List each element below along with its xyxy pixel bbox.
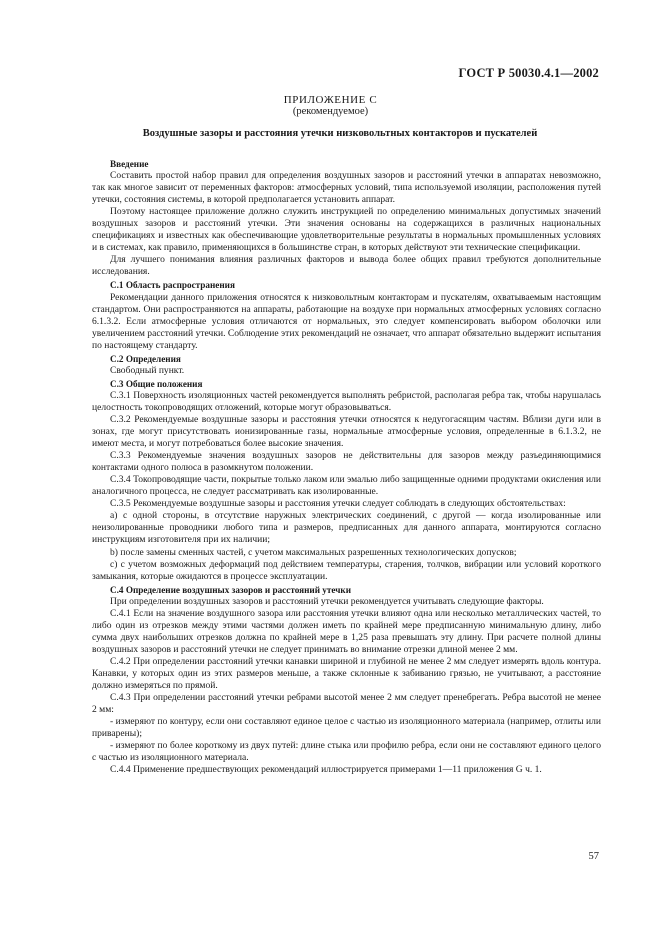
section-heading: С.2 Определения (110, 353, 181, 364)
standard-number: ГОСТ Р 50030.4.1—2002 (458, 66, 599, 80)
paragraph: С.4.3 При определении расстояний утечки ребрами высотой менее 2 мм следует пренебрегать. Ребра высотой не менее 2 мм: (92, 692, 601, 716)
paragraph: С.4.4 Применение предшествующих рекомендаций иллюстрируется примерами 1—11 приложения G ч. 1. (110, 764, 542, 776)
paragraph: - измеряют по более короткому из двух путей: длине стыка или профилю ребра, если они не составляют единого целого с частью из изоляционного материала. (92, 740, 601, 764)
appendix-status: (рекомендуемое) (292, 106, 369, 117)
paragraph: С.4.1 Если на значение воздушного зазора или расстояния утечки влияют одна или несколько металлических частей, то либо один из отрезков между этими частями должен иметь по крайней мере предписанную минимальную длину, либо сумма двух наибольших отрезков должна по крайней мере в 1,25 раза превышать эту длину. При расчете полной длины воздушных зазоров и расстояний утечки не следует принимать во внимание отрезки длиной менее 2 мм. (92, 607, 601, 655)
section-heading: С.4 Определение воздушных зазоров и расстояний утечки (110, 584, 352, 595)
section-heading: Введение (110, 159, 149, 169)
paragraph: С.3.2 Рекомендуемые воздушные зазоры и расстояния утечки относятся к недугогасящим частям. Вблизи дуги или в зонах, где могут присутствовать ионизированные газы, нормальные атмосферные условия, определенные в 6.1.3.2, не имеют места, и могут потребоваться более высокие значения. (92, 413, 601, 450)
paragraph: с) с учетом возможных деформаций под действием температуры, старения, толчков, вибрации или условий короткого замыкания, которые ожидаются в процессе эксплуатации. (92, 558, 601, 582)
paragraph: b) после замены сменных частей, с учетом максимальных разрешенных технологических допусков; (110, 546, 517, 558)
page-number: 57 (588, 851, 599, 862)
paragraph: Рекомендации данного приложения относятся к низковольтным контакторам и пускателям, охватываемым настоящим стандартом. Они распространяются на аппараты, работающие на воздухе при нормальных атмосферных условиях согласно 6.1.3.2. Если атмосферные условия отличаются от нормальных, это следует компенсировать выбором оболочки или увеличением расстояний утечки. Соблюдение этих рекомендаций не означает, что аппарат обязательно выдержит испытания по настоящему стандарту. (92, 291, 601, 351)
paragraph: С.4.2 При определении расстояний утечки канавки шириной и глубиной не менее 2 мм следует измерять вдоль контура. Канавки, у которых один из этих размеров меньше, а также склонные к забиванию грязью, не учитывают, а расстояние должно измеряться по прямой. (92, 655, 601, 692)
paragraph: а) с одной стороны, в отсутствие наружных электрических соединений, с другой — когда изолированные или неизолированные проводники любого типа и размеров, предписанных для данного аппарата, монтируются согласно инструкциям изготовителя при их наличии; (92, 510, 601, 546)
paragraph: При определении воздушных зазоров и расстояний утечки рекомендуется учитывать следующие факторы. (110, 595, 544, 607)
paragraph: - измеряют по контуру, если они составляют единое целое с частью из изоляционного материала (например, отлиты или приварены); (92, 716, 601, 740)
paragraph: Поэтому настоящее приложение должно служить инструкцией по определению минимальных допустимых значений воздушных зазоров и расстояний утечки. Эти значения основаны на содержащихся в различных национальных спецификациях и известных как обеспечивающие удовлетворительные результаты в нормальных промышленных условиях и в системах, как правило, применяющихся в большинстве стран, в которых действуют эти технические спецификации. (92, 206, 601, 254)
paragraph: С.3.3 Рекомендуемые значения воздушных зазоров не действительны для зазоров между разъединяющимися контактами одного полюса в разомкнутом положении. (92, 450, 601, 474)
paragraph: С.3.1 Поверхность изоляционных частей рекомендуется выполнять ребристой, располагая ребра так, чтобы нарушалась целостность токопроводящих отложений, которые могут образовываться. (92, 389, 601, 413)
paragraph: Свободный пункт. (110, 364, 185, 376)
paragraph: С.3.4 Токопроводящие части, покрытые только лаком или эмалью либо защищенные одними продуктами окисления или аналогичного процесса, не следует рассматривать как изолированные. (92, 474, 601, 498)
paragraph: Составить простой набор правил для определения воздушных зазоров и расстояний утечки в аппаратах невозможно, так как многое зависит от переменных факторов: атмосферных условий, типа используемой изоляции, расположения путей утечки, состояния системы, в которой предполагается установить аппарат. (92, 170, 601, 206)
appendix-label: ПРИЛОЖЕНИЕ С (283, 94, 378, 106)
paragraph: Для лучшего понимания влияния различных факторов и вывода более общих правил требуются дополнительные исследования. (92, 254, 601, 278)
section-heading: С.3 Общие положения (110, 378, 203, 389)
section-heading: С.1 Область распространения (110, 280, 235, 291)
appendix-title: Воздушные зазоры и расстояния утечки низковольтных контакторов и пускателей (142, 128, 538, 139)
paragraph: С.3.5 Рекомендуемые воздушные зазоры и расстояния утечки следует соблюдать в следующих обстоятельствах: (110, 498, 566, 510)
document-body (92, 157, 601, 776)
